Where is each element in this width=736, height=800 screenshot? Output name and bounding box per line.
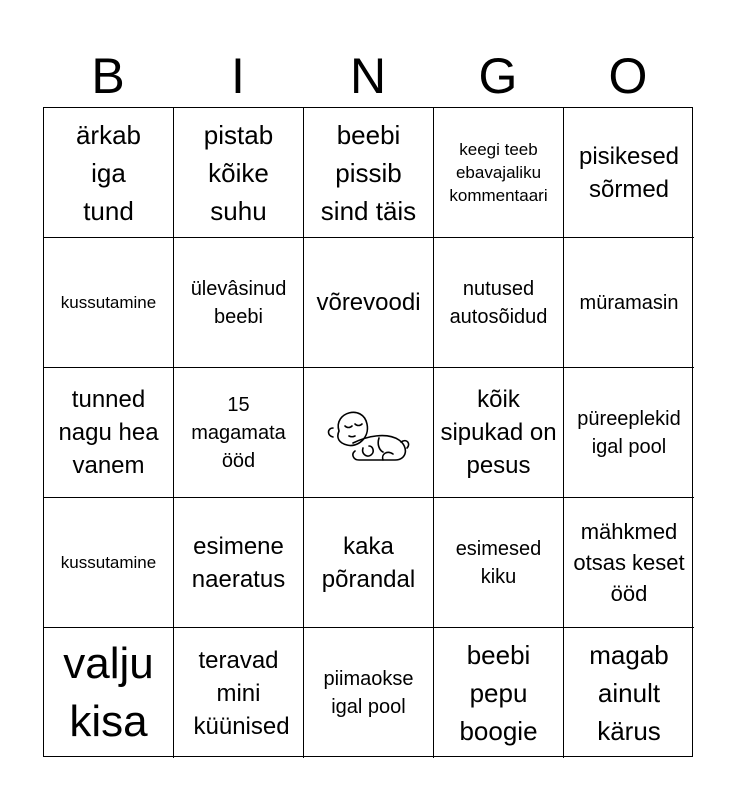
bingo-cell[interactable] (564, 108, 694, 238)
bingo-cell[interactable] (304, 108, 434, 238)
cell-text: 15 magamata ööd (191, 393, 286, 472)
cell-text: müramasin (579, 291, 679, 314)
bingo-cell[interactable] (44, 368, 174, 498)
cell-text: mähkmed otsas keset ööd (573, 519, 685, 606)
bingo-cell[interactable] (174, 368, 304, 498)
bingo-cell[interactable] (304, 238, 434, 368)
bingo-cell[interactable] (304, 628, 434, 758)
bingo-cell[interactable] (434, 368, 564, 498)
bingo-cell[interactable] (564, 368, 694, 498)
header-letter-o: O (608, 48, 648, 104)
cell-text: esimesed kiku (455, 537, 542, 588)
cell-text: teravad mini küünised (193, 646, 290, 740)
cell-text: kaka põrandal (321, 532, 416, 593)
cell-text: ärkab iga tund (75, 119, 142, 226)
cell-text: esimene naeratus (191, 532, 286, 593)
cell-text: kõik sipukad on pesus (440, 386, 557, 479)
bingo-cell[interactable] (564, 498, 694, 628)
bingo-cell[interactable] (304, 498, 434, 628)
bingo-cell[interactable] (564, 628, 694, 758)
bingo-cell[interactable] (174, 108, 304, 238)
cell-text: kussutamine (60, 293, 157, 312)
header-letter-g: G (478, 48, 518, 104)
cell-text: kussutamine (60, 553, 157, 572)
sleeping-baby-icon (323, 398, 415, 468)
bingo-cell[interactable] (174, 498, 304, 628)
cell-text: võrevoodi (316, 289, 421, 316)
bingo-cell[interactable] (44, 238, 174, 368)
bingo-cell[interactable] (434, 628, 564, 758)
bingo-cell[interactable] (44, 628, 174, 758)
bingo-cell[interactable] (174, 238, 304, 368)
header-letter-i: I (231, 48, 245, 104)
cell-text: pisikesed sõrmed (578, 142, 680, 203)
bingo-cell[interactable] (44, 108, 174, 238)
bingo-cell[interactable] (44, 498, 174, 628)
bingo-cell[interactable] (434, 108, 564, 238)
bingo-cell[interactable] (434, 498, 564, 628)
cell-text: beebi pepu boogie (459, 640, 538, 746)
cell-text: piimaokse igal pool (323, 668, 414, 718)
cell-text: beebi pissib sind täis (320, 119, 417, 226)
cell-text: keegi teeb ebavajaliku kommentaari (449, 140, 548, 205)
bingo-cell[interactable] (434, 238, 564, 368)
bingo-card (43, 107, 693, 757)
free-space[interactable] (304, 368, 434, 498)
cell-text: magab ainult kärus (589, 640, 669, 746)
bingo-cell[interactable] (564, 238, 694, 368)
cell-text: nutused autosõidud (449, 277, 548, 328)
bingo-cell[interactable] (174, 628, 304, 758)
cell-text: pistab kõike suhu (203, 119, 274, 226)
bingo-header (43, 46, 693, 106)
header-letter-b: B (91, 48, 125, 104)
cell-text: ülevâsinud beebi (190, 277, 287, 328)
cell-text: valju kisa (63, 639, 154, 746)
cell-text: tunned nagu hea vanem (58, 386, 159, 479)
cell-text: püreeplekid igal pool (577, 407, 681, 458)
header-letter-n: N (349, 48, 387, 104)
